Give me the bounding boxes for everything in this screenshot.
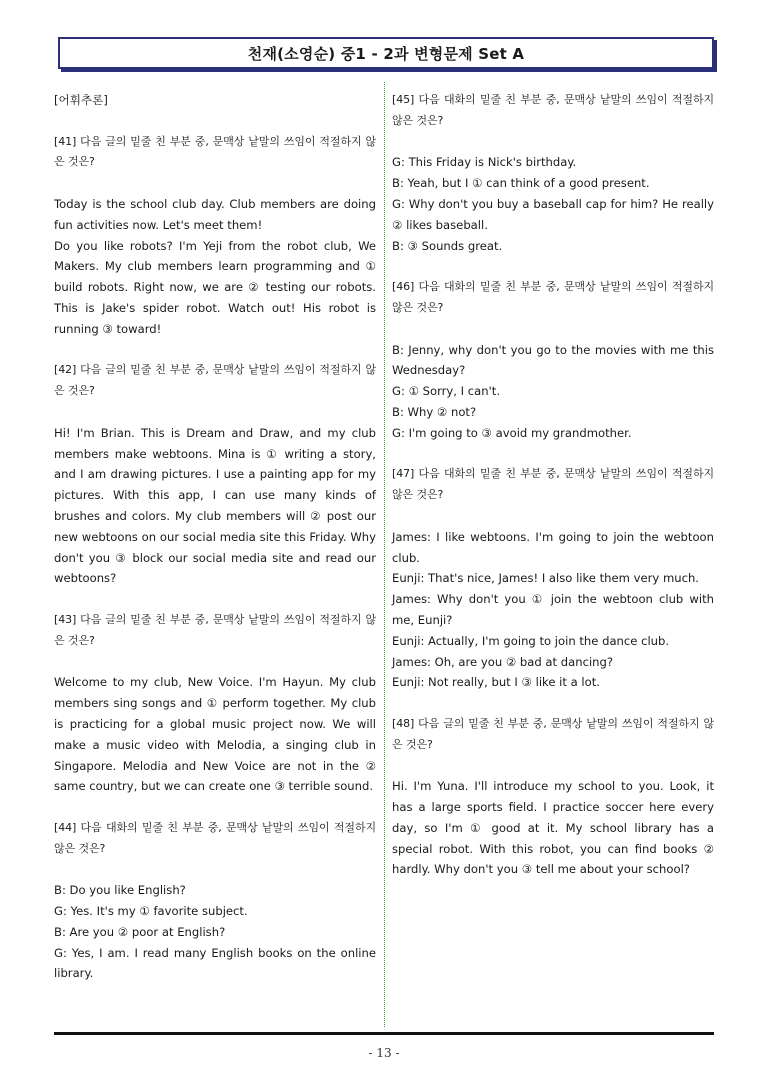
dialogue-47-line: James: I like webtoons. I'm going to join the webtoon club. — [392, 529, 714, 565]
dialogue-46-line: G: ① Sorry, I can't. — [392, 384, 501, 399]
question-48: [48] 다음 글의 밑줄 친 부분 중, 문맥상 낱말의 쓰임이 적절하지 않은 것은? — [392, 716, 714, 751]
question-47: [47] 다음 대화의 밑줄 친 부분 중, 문맥상 낱말의 쓰임이 적절하지 않은 것은? — [392, 467, 714, 502]
dialogue-47-line: Eunji: That's nice, James! I also like them very much. — [392, 571, 699, 586]
dialogue-44-line: G: Yes, I am. I read many English books on the online library. — [54, 945, 376, 981]
dialogue-44-line: B: Do you like English? — [54, 883, 186, 898]
column-divider — [384, 82, 385, 1027]
dialogue-47-line: Eunji: Not really, but I ③ like it a lot. — [392, 675, 600, 690]
question-41: [41] 다음 글의 밑줄 친 부분 중, 문맥상 낱말의 쓰임이 적절하지 않은 것은? — [54, 134, 376, 169]
footer-rule — [54, 1032, 714, 1035]
passage-41-line: Do you like robots? I'm Yeji from the robot club, We Makers. My club members learn programming and ① build robots. Right now, we are ② testing our robots. This is Jake's spider robot. Watch out! His robot is running ③ toward! — [54, 238, 376, 336]
question-43: [43] 다음 글의 밑줄 친 부분 중, 문맥상 낱말의 쓰임이 적절하지 않은 것은? — [54, 612, 376, 647]
dialogue-47-line: James: Why don't you ① join the webtoon club with me, Eunji? — [392, 592, 714, 627]
passage-42: Hi! I'm Brian. This is Dream and Draw, and my club members make webtoons. Mina is ① writing a story, and I am drawing pictures. I use a painting app for my pictures. With this app, I can use many kinds of brushes and colors. My club members will ② post our new webtoons on our social media site this Friday. Why don't you ③ block our social media site and read our webtoons? — [54, 425, 376, 586]
dialogue-45-line: G: Why don't you buy a baseball cap for him? He really ② likes baseball. — [392, 196, 714, 232]
passage-41-line: Today is the school club day. Club members are doing fun activities now. Let's meet them! — [54, 196, 376, 232]
passage-48: Hi. I'm Yuna. I'll introduce my school to you. Look, it has a large sports field. I practice soccer here every day, so I'm ① good at it. My school library has a special robot. With this robot, you can find books ② hardly. Why don't you ③ tell me about your school? — [392, 779, 714, 877]
dialogue-45-line: G: This Friday is Nick's birthday. — [392, 155, 577, 170]
dialogue-46-line: B: Why ② not? — [392, 404, 477, 419]
question-44: [44] 다음 대화의 밑줄 친 부분 중, 문맥상 낱말의 쓰임이 적절하지 않은 것은? — [54, 820, 376, 855]
passage-43: Welcome to my club, New Voice. I'm Hayun. My club members sing songs and ① perform together. My club is practicing for a global music project now. We will make a music video with Melodia, a singing club in Singapore. Melodia and New Voice are not in the ② same country, but we can create one ③ terrible sound. — [54, 675, 376, 794]
page-number: - 13 - — [368, 1046, 400, 1060]
dialogue-47-line: James: Oh, are you ② bad at dancing? — [392, 654, 614, 669]
page-title: 천재(소영순) 중1 - 2과 변형문제 Set A — [58, 37, 714, 69]
dialogue-44-line: B: Are you ② poor at English? — [54, 924, 226, 939]
dialogue-46-line: G: I'm going to ③ avoid my grandmother. — [392, 425, 632, 440]
left-column — [54, 90, 376, 984]
dialogue-45-line: B: Yeah, but I ① can think of a good present. — [392, 176, 650, 191]
dialogue-44-line: G: Yes. It's my ① favorite subject. — [54, 904, 248, 919]
dialogue-45-line: B: ③ Sounds great. — [392, 238, 503, 253]
dialogue-47-line: Eunji: Actually, I'm going to join the dance club. — [392, 633, 670, 648]
question-45: [45] 다음 대화의 밑줄 친 부분 중, 문맥상 낱말의 쓰임이 적절하지 않은 것은? — [392, 93, 714, 127]
question-46: [46] 다음 대화의 밑줄 친 부분 중, 문맥상 낱말의 쓰임이 적절하지 않은 것은? — [392, 280, 714, 314]
question-42: [42] 다음 글의 밑줄 친 부분 중, 문맥상 낱말의 쓰임이 적절하지 않은 것은? — [54, 363, 376, 398]
section-heading: [어휘추론] — [54, 93, 108, 107]
dialogue-46-line: B: Jenny, why don't you go to the movies with me this Wednesday? — [392, 342, 714, 378]
right-column — [392, 90, 714, 880]
